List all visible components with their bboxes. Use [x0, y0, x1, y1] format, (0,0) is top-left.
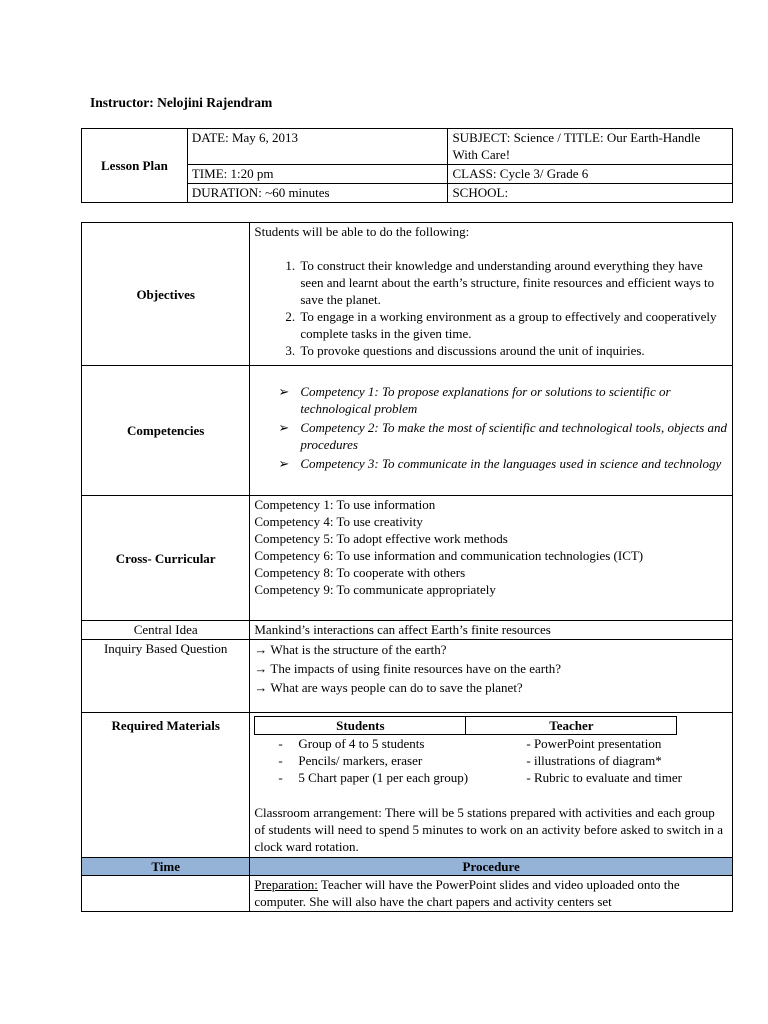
- time-header: Time: [82, 858, 250, 876]
- preparation-label: Preparation:: [254, 877, 318, 892]
- classroom-arrangement: Classroom arrangement: There will be 5 stations prepared with activities and each group of students will need to spend 5 minutes to work on an activity before asked to switch in a clock ward rotation.: [254, 805, 724, 854]
- materials-label: Required Materials: [82, 713, 250, 858]
- objective-item: 1. To construct their knowledge and understanding around everything they have seen and learnt about the earth’s structure, finite resources and efficient ways to save the planet.: [298, 257, 728, 308]
- procedure-cell: [250, 876, 733, 912]
- procedure-time-cell: [82, 876, 250, 912]
- arrow-bullet-icon: ➢: [278, 420, 290, 435]
- arrow-bullet-icon: ➢: [278, 384, 290, 399]
- objective-item: 3. To provoke questions and discussions around the unit of inquiries.: [298, 342, 728, 359]
- procedure-header: Procedure: [250, 858, 733, 876]
- teacher-material: - PowerPoint presentation: [526, 736, 662, 751]
- inquiry-question: → What is the structure of the earth?: [254, 642, 447, 657]
- cross-item: Competency 9: To communicate appropriately: [254, 582, 496, 597]
- objectives-cell: [250, 223, 733, 366]
- student-material: Group of 4 to 5 students: [298, 736, 425, 751]
- student-material: 5 Chart paper (1 per each group): [298, 770, 469, 785]
- teacher-material: - Rubric to evaluate and timer: [526, 770, 682, 785]
- inquiry-label: Inquiry Based Question: [82, 640, 250, 713]
- student-material: Pencils/ markers, eraser: [298, 753, 423, 768]
- instructor-name: Instructor: Nelojini Rajendram: [90, 95, 273, 110]
- objective-item: 2. To engage in a working environment as a group to effectively and cooperatively complete tasks in the given time.: [298, 308, 728, 342]
- cross-item: Competency 8: To cooperate with others: [254, 565, 466, 580]
- time-cell: TIME: 1:20 pm: [187, 165, 448, 184]
- date-cell: DATE: May 6, 2013: [187, 129, 448, 165]
- teacher-header: Teacher: [466, 717, 677, 735]
- cross-item: Competency 6: To use information and communication technologies (ICT): [254, 548, 644, 563]
- students-header: Students: [255, 717, 466, 735]
- cross-item: Competency 1: To use information: [254, 497, 436, 512]
- lesson-body-table: [81, 222, 733, 912]
- central-idea-label: Central Idea: [82, 621, 250, 640]
- cross-item: Competency 4: To use creativity: [254, 514, 423, 529]
- competencies-label: Competencies: [82, 366, 250, 496]
- objectives-intro: Students will be able to do the following:: [254, 224, 470, 239]
- class-cell: CLASS: Cycle 3/ Grade 6: [448, 165, 733, 184]
- objectives-list: [254, 257, 728, 359]
- central-idea-text: Mankind’s interactions can affect Earth’s finite resources: [250, 621, 733, 640]
- competencies-list: [254, 383, 728, 472]
- lesson-plan-label: Lesson Plan: [82, 129, 188, 203]
- school-cell: SCHOOL:: [448, 184, 733, 203]
- materials-cell: [250, 713, 733, 858]
- arrow-bullet-icon: ➢: [278, 456, 290, 471]
- inquiry-cell: [250, 640, 733, 713]
- competency-item: ➢ Competency 3: To communicate in the languages used in science and technology: [278, 456, 722, 471]
- inquiry-question: → What are ways people can do to save the planet?: [254, 680, 523, 695]
- cross-curricular-label: Cross- Curricular: [82, 496, 250, 621]
- subject-cell: SUBJECT: Science / TITLE: Our Earth-Handle With Care!: [448, 129, 733, 165]
- materials-row: - Group of 4 to 5 students - PowerPoint presentation: [278, 736, 662, 751]
- materials-row: - Pencils/ markers, eraser - illustrations of diagram*: [278, 753, 662, 768]
- competency-item: ➢ Competency 2: To make the most of scientific and technological tools, objects and procedures: [278, 420, 728, 452]
- preparation-text: Teacher will have the PowerPoint slides and video uploaded onto the computer. She will also have the chart papers and activity centers set: [254, 877, 680, 909]
- competency-item: ➢ Competency 1: To propose explanations for or solutions to scientific or technological problem: [278, 384, 671, 416]
- materials-row: - 5 Chart paper (1 per each group) - Rubric to evaluate and timer: [278, 770, 682, 785]
- competencies-cell: [250, 366, 733, 496]
- teacher-material: - illustrations of diagram*: [526, 753, 662, 768]
- cross-curricular-cell: [250, 496, 733, 621]
- materials-header-table: [254, 716, 677, 735]
- inquiry-question: → The impacts of using finite resources have on the earth?: [254, 661, 561, 676]
- duration-cell: DURATION: ~60 minutes: [187, 184, 448, 203]
- cross-item: Competency 5: To adopt effective work methods: [254, 531, 508, 546]
- objectives-label: Objectives: [82, 223, 250, 366]
- lesson-header-table: [81, 128, 733, 203]
